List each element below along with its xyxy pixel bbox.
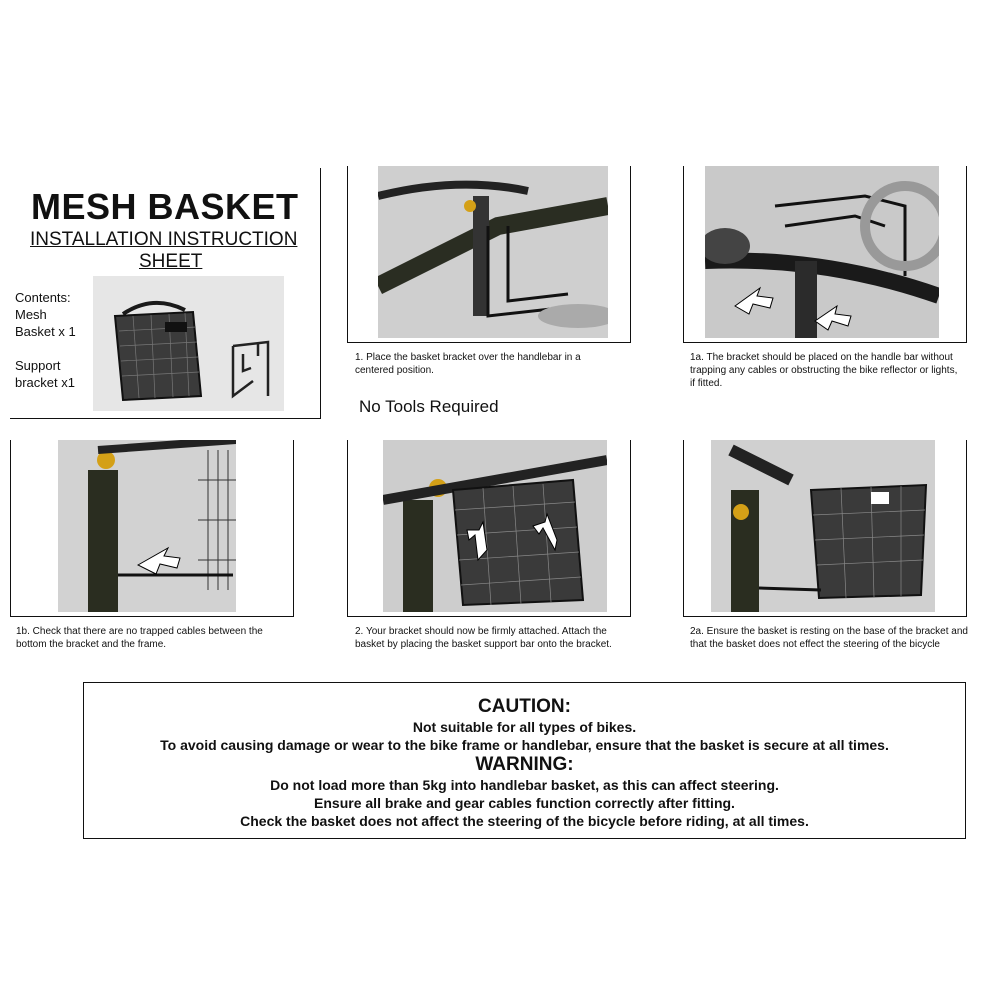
step-2-caption: 2. Your bracket should now be firmly attached. Attach the basket by placing the basket support bar onto the bracket. (355, 626, 612, 650)
subtitle-line-2: SHEET (139, 251, 203, 272)
caution-line-1: Not suitable for all types of bikes. (412, 719, 637, 735)
step-1b-photo (58, 440, 236, 612)
warning-line-1: Do not load more than 5kg into handlebar basket, as this can affect steering. (270, 777, 779, 793)
contents-list (15, 289, 95, 391)
contents-item-basket: Mesh (15, 307, 47, 322)
step-1b-caption: 1b. Check that there are no trapped cables between the bottom the bracket and the frame. (16, 626, 263, 650)
warning-line-3: Check the basket does not affect the steering of the bicycle before riding, at all times. (240, 813, 809, 829)
contents-item-basket-qty: Basket x 1 (15, 324, 76, 339)
contents-photo (93, 276, 284, 411)
step-1a-caption: 1a. The bracket should be placed on the handle bar without trapping any cables or obstructing the bike reflector or lights, if fitted. (690, 352, 958, 389)
contents-item-bracket: Support (15, 358, 61, 373)
caution-line-2: To avoid causing damage or wear to the bike frame or handlebar, ensure that the basket is secure at all times. (160, 737, 889, 753)
warning-heading: WARNING: (475, 754, 574, 775)
step-2-photo (383, 440, 607, 612)
step-1-photo (378, 166, 608, 338)
step-1a-photo (705, 166, 939, 338)
warning-line-2: Ensure all brake and gear cables function correctly after fitting. (314, 795, 735, 811)
step-2a-photo (711, 440, 935, 612)
contents-label: Contents: (15, 290, 71, 305)
no-tools-note: No Tools Required (359, 397, 499, 416)
basket-and-bracket-illustration (93, 276, 284, 411)
page-title: MESH BASKET (31, 186, 299, 227)
caution-heading: CAUTION: (478, 696, 571, 717)
caution-warning-panel (83, 682, 966, 839)
subtitle-line-1: INSTALLATION INSTRUCTION (30, 229, 298, 250)
step-1-caption: 1. Place the basket bracket over the handlebar in a centered position. (355, 352, 581, 376)
contents-item-bracket-qty: bracket x1 (15, 375, 75, 390)
step-2a-caption: 2a. Ensure the basket is resting on the base of the bracket and that the basket does not effect the steering of the bicycle (690, 626, 968, 650)
